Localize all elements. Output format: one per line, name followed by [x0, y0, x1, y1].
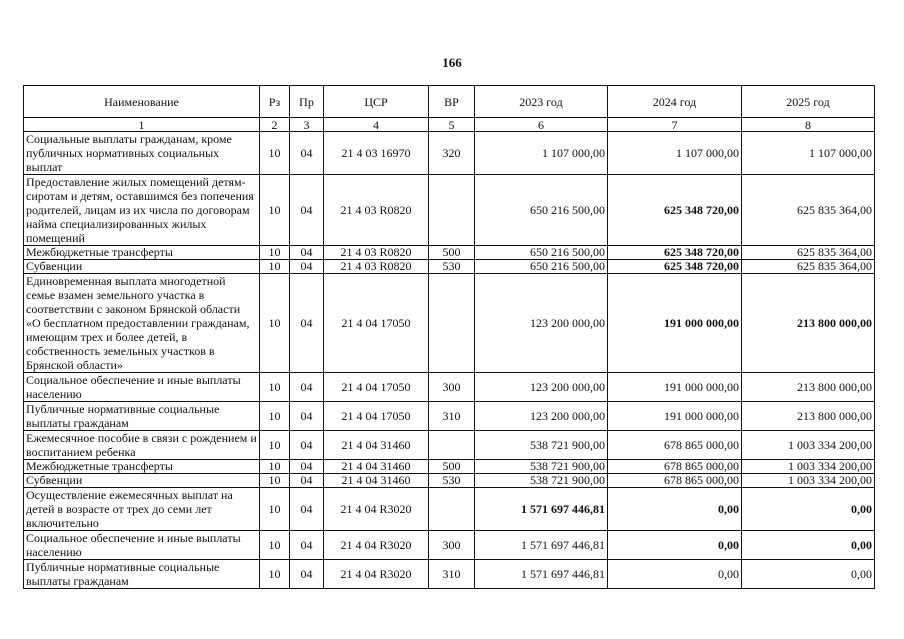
row-vr	[429, 175, 475, 246]
row-2024: 0,00	[608, 488, 742, 531]
row-pr: 04	[290, 274, 324, 373]
column-number: 4	[324, 118, 429, 132]
row-rz: 10	[260, 246, 290, 260]
table-row	[24, 488, 875, 531]
row-2025: 625 835 364,00	[742, 175, 875, 246]
row-2025: 625 835 364,00	[742, 260, 875, 274]
row-name: Публичные нормативные социальные выплаты гражданам	[24, 560, 260, 589]
row-csr: 21 4 04 R3020	[324, 488, 429, 531]
row-csr: 21 4 04 17050	[324, 274, 429, 373]
row-2023: 650 216 500,00	[475, 175, 608, 246]
header-vr: ВР	[429, 86, 475, 118]
row-2024: 1 107 000,00	[608, 132, 742, 175]
row-rz: 10	[260, 460, 290, 474]
row-name: Субвенции	[24, 474, 260, 488]
row-csr: 21 4 04 R3020	[324, 531, 429, 560]
row-2023: 538 721 900,00	[475, 474, 608, 488]
row-2024: 191 000 000,00	[608, 402, 742, 431]
row-vr: 300	[429, 373, 475, 402]
row-pr: 04	[290, 488, 324, 531]
row-rz: 10	[260, 560, 290, 589]
row-vr	[429, 274, 475, 373]
row-csr: 21 4 04 17050	[324, 402, 429, 431]
row-2024: 0,00	[608, 560, 742, 589]
table-row	[24, 373, 875, 402]
column-number: 5	[429, 118, 475, 132]
row-name: Социальные выплаты гражданам, кроме публичных нормативных социальных выплат	[24, 132, 260, 175]
row-rz: 10	[260, 402, 290, 431]
column-number: 7	[608, 118, 742, 132]
table-row	[24, 560, 875, 589]
column-number: 8	[742, 118, 875, 132]
row-csr: 21 4 03 R0820	[324, 246, 429, 260]
row-2024: 678 865 000,00	[608, 431, 742, 460]
row-2023: 538 721 900,00	[475, 460, 608, 474]
column-number: 3	[290, 118, 324, 132]
row-csr: 21 4 04 31460	[324, 460, 429, 474]
row-name: Межбюджетные трансферты	[24, 246, 260, 260]
row-rz: 10	[260, 431, 290, 460]
row-rz: 10	[260, 488, 290, 531]
row-pr: 04	[290, 402, 324, 431]
row-pr: 04	[290, 474, 324, 488]
row-name: Социальное обеспечение и иные выплаты населению	[24, 373, 260, 402]
row-rz: 10	[260, 373, 290, 402]
row-csr: 21 4 04 31460	[324, 431, 429, 460]
row-2024: 625 348 720,00	[608, 260, 742, 274]
row-2023: 1 107 000,00	[475, 132, 608, 175]
row-2025: 1 003 334 200,00	[742, 431, 875, 460]
row-vr: 310	[429, 402, 475, 431]
row-pr: 04	[290, 260, 324, 274]
table-row	[24, 175, 875, 246]
header-row	[24, 86, 875, 118]
row-vr: 500	[429, 460, 475, 474]
row-name: Предоставление жилых помещений детям-сиротам и детям, оставшимся без попечения родителей, лицам из их числа по договорам найма специализированных жилых помещений	[24, 175, 260, 246]
table-row	[24, 132, 875, 175]
row-2025: 1 107 000,00	[742, 132, 875, 175]
row-vr: 310	[429, 560, 475, 589]
row-2023: 1 571 697 446,81	[475, 531, 608, 560]
column-number: 2	[260, 118, 290, 132]
row-pr: 04	[290, 175, 324, 246]
row-2024: 625 348 720,00	[608, 175, 742, 246]
row-2023: 123 200 000,00	[475, 402, 608, 431]
row-rz: 10	[260, 474, 290, 488]
row-2025: 0,00	[742, 531, 875, 560]
row-name: Публичные нормативные социальные выплаты гражданам	[24, 402, 260, 431]
table-row	[24, 531, 875, 560]
table-row	[24, 260, 875, 274]
header-2024: 2024 год	[608, 86, 742, 118]
row-csr: 21 4 04 17050	[324, 373, 429, 402]
row-2025: 0,00	[742, 488, 875, 531]
row-2025: 213 800 000,00	[742, 373, 875, 402]
row-name: Социальное обеспечение и иные выплаты населению	[24, 531, 260, 560]
row-csr: 21 4 03 R0820	[324, 260, 429, 274]
row-pr: 04	[290, 560, 324, 589]
header-name: Наименование	[24, 86, 260, 118]
row-2023: 538 721 900,00	[475, 431, 608, 460]
row-csr: 21 4 04 R3020	[324, 560, 429, 589]
header-rz: Рз	[260, 86, 290, 118]
header-csr: ЦСР	[324, 86, 429, 118]
row-2023: 1 571 697 446,81	[475, 560, 608, 589]
row-name: Осуществление ежемесячных выплат на детей в возрасте от трех до семи лет включительно	[24, 488, 260, 531]
row-2023: 123 200 000,00	[475, 373, 608, 402]
row-2024: 191 000 000,00	[608, 373, 742, 402]
table-row	[24, 246, 875, 260]
row-rz: 10	[260, 260, 290, 274]
row-2025: 625 835 364,00	[742, 246, 875, 260]
column-number-row	[24, 118, 875, 132]
row-vr: 530	[429, 474, 475, 488]
row-csr: 21 4 04 31460	[324, 474, 429, 488]
row-pr: 04	[290, 373, 324, 402]
row-vr: 300	[429, 531, 475, 560]
row-pr: 04	[290, 531, 324, 560]
page-number: 166	[442, 55, 462, 70]
header-pr: Пр	[290, 86, 324, 118]
row-vr	[429, 488, 475, 531]
row-rz: 10	[260, 274, 290, 373]
row-rz: 10	[260, 531, 290, 560]
row-pr: 04	[290, 431, 324, 460]
row-2023: 650 216 500,00	[475, 246, 608, 260]
row-pr: 04	[290, 132, 324, 175]
row-2024: 625 348 720,00	[608, 246, 742, 260]
row-2024: 0,00	[608, 531, 742, 560]
row-2023: 123 200 000,00	[475, 274, 608, 373]
table-row	[24, 460, 875, 474]
row-2023: 650 216 500,00	[475, 260, 608, 274]
row-2024: 191 000 000,00	[608, 274, 742, 373]
row-2024: 678 865 000,00	[608, 474, 742, 488]
row-2025: 0,00	[742, 560, 875, 589]
row-2025: 1 003 334 200,00	[742, 474, 875, 488]
row-name: Межбюджетные трансферты	[24, 460, 260, 474]
table-row	[24, 431, 875, 460]
header-2025: 2025 год	[742, 86, 875, 118]
table-row	[24, 402, 875, 431]
row-pr: 04	[290, 460, 324, 474]
row-vr: 530	[429, 260, 475, 274]
row-2025: 213 800 000,00	[742, 274, 875, 373]
row-vr: 500	[429, 246, 475, 260]
row-vr	[429, 431, 475, 460]
row-csr: 21 4 03 16970	[324, 132, 429, 175]
row-name: Субвенции	[24, 260, 260, 274]
column-number: 6	[475, 118, 608, 132]
row-vr: 320	[429, 132, 475, 175]
row-2023: 1 571 697 446,81	[475, 488, 608, 531]
row-name: Единовременная выплата многодетной семье взамен земельного участка в соответствии с законом Брянской области «О бесплатном предоставлении гражданам, имеющим трех и более детей, в собственность земельных участков в Брянской области»	[24, 274, 260, 373]
table-row	[24, 474, 875, 488]
row-name: Ежемесячное пособие в связи с рождением и воспитанием ребенка	[24, 431, 260, 460]
row-2025: 1 003 334 200,00	[742, 460, 875, 474]
row-2025: 213 800 000,00	[742, 402, 875, 431]
row-rz: 10	[260, 175, 290, 246]
table-row	[24, 274, 875, 373]
row-pr: 04	[290, 246, 324, 260]
row-csr: 21 4 03 R0820	[324, 175, 429, 246]
column-number: 1	[24, 118, 260, 132]
budget-table	[23, 85, 875, 589]
header-2023: 2023 год	[475, 86, 608, 118]
row-rz: 10	[260, 132, 290, 175]
row-2024: 678 865 000,00	[608, 460, 742, 474]
